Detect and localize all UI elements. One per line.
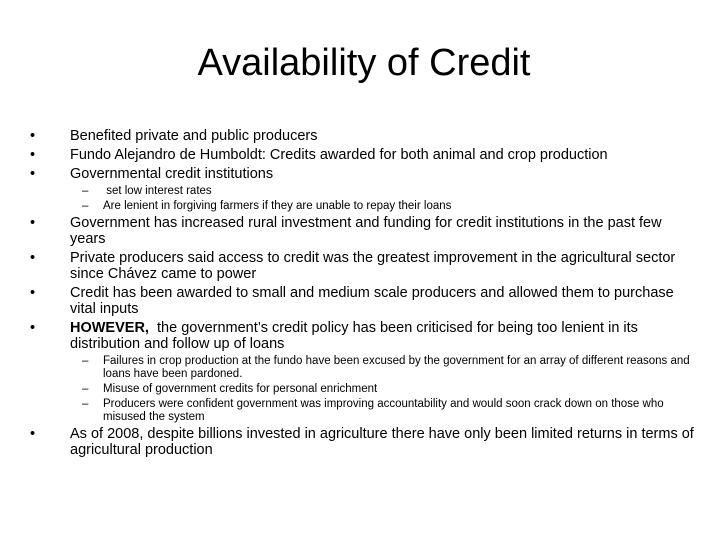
- sub-bullet-marker: –: [82, 185, 89, 197]
- bullet-marker: •: [30, 426, 36, 442]
- bullet-text: [70, 320, 642, 352]
- sub-bullet-marker: –: [82, 200, 89, 212]
- slide-title: Availability of Credit: [197, 42, 531, 84]
- sub-bullet-item: [30, 185, 700, 198]
- bullet-item: [30, 166, 700, 182]
- sub-bullet-text: Misuse of government credits for personal enrichment: [103, 383, 378, 395]
- bullet-text: Benefited private and public producers: [70, 128, 318, 144]
- bullet-marker: •: [30, 250, 36, 266]
- bullet-marker: •: [30, 147, 36, 163]
- bullet-marker: •: [30, 128, 36, 144]
- bullet-item: [30, 426, 700, 458]
- sub-bullet-text: Failures in crop production at the fundo have been excused by the government for an array of different reasons and loans have been pardoned.: [103, 355, 690, 380]
- bullet-item: [30, 250, 700, 282]
- bullet-item: [30, 285, 700, 317]
- bullet-item: [30, 128, 700, 144]
- slide-body: [30, 128, 700, 461]
- bullet-text-rest: the government’s credit policy has been criticised for being too lenient in its distribution and follow up of loans: [70, 320, 642, 352]
- sub-bullet-text: Are lenient in forgiving farmers if they are unable to repay their loans: [103, 200, 452, 212]
- bullet-text: As of 2008, despite billions invested in agriculture there have only been limited returns in terms of agricultural production: [70, 426, 694, 458]
- sub-bullet-marker: –: [82, 355, 89, 367]
- sub-bullet-item: [30, 355, 700, 381]
- bullet-text: Fundo Alejandro de Humboldt: Credits awarded for both animal and crop production: [70, 147, 608, 163]
- bullet-item: [30, 215, 700, 247]
- bullet-marker: •: [30, 320, 36, 336]
- sub-bullet-marker: –: [82, 383, 89, 395]
- sub-bullet-item: [30, 200, 700, 213]
- bullet-marker: •: [30, 215, 36, 231]
- bullet-text: Private producers said access to credit was the greatest improvement in the agricultural sector since Chávez came to power: [70, 250, 676, 282]
- bullet-text: Government has increased rural investment and funding for credit institutions in the past few years: [70, 215, 662, 247]
- sub-bullet-item: [30, 398, 700, 424]
- bullet-text: Governmental credit institutions: [70, 166, 274, 182]
- bullet-text: Credit has been awarded to small and medium scale producers and allowed them to purchase vital inputs: [70, 285, 674, 317]
- bullet-item: [30, 147, 700, 163]
- bullet-marker: •: [30, 285, 36, 301]
- emphasis-however: HOWEVER,: [70, 320, 149, 336]
- sub-bullet-text: Producers were confident government was improving accountability and would soon crack down on those who misused the system: [103, 398, 664, 423]
- sub-bullet-text: set low interest rates: [103, 185, 212, 197]
- sub-bullet-item: [30, 383, 700, 396]
- sub-bullet-marker: –: [82, 398, 89, 410]
- bullet-marker: •: [30, 166, 36, 182]
- bullet-item: [30, 320, 700, 352]
